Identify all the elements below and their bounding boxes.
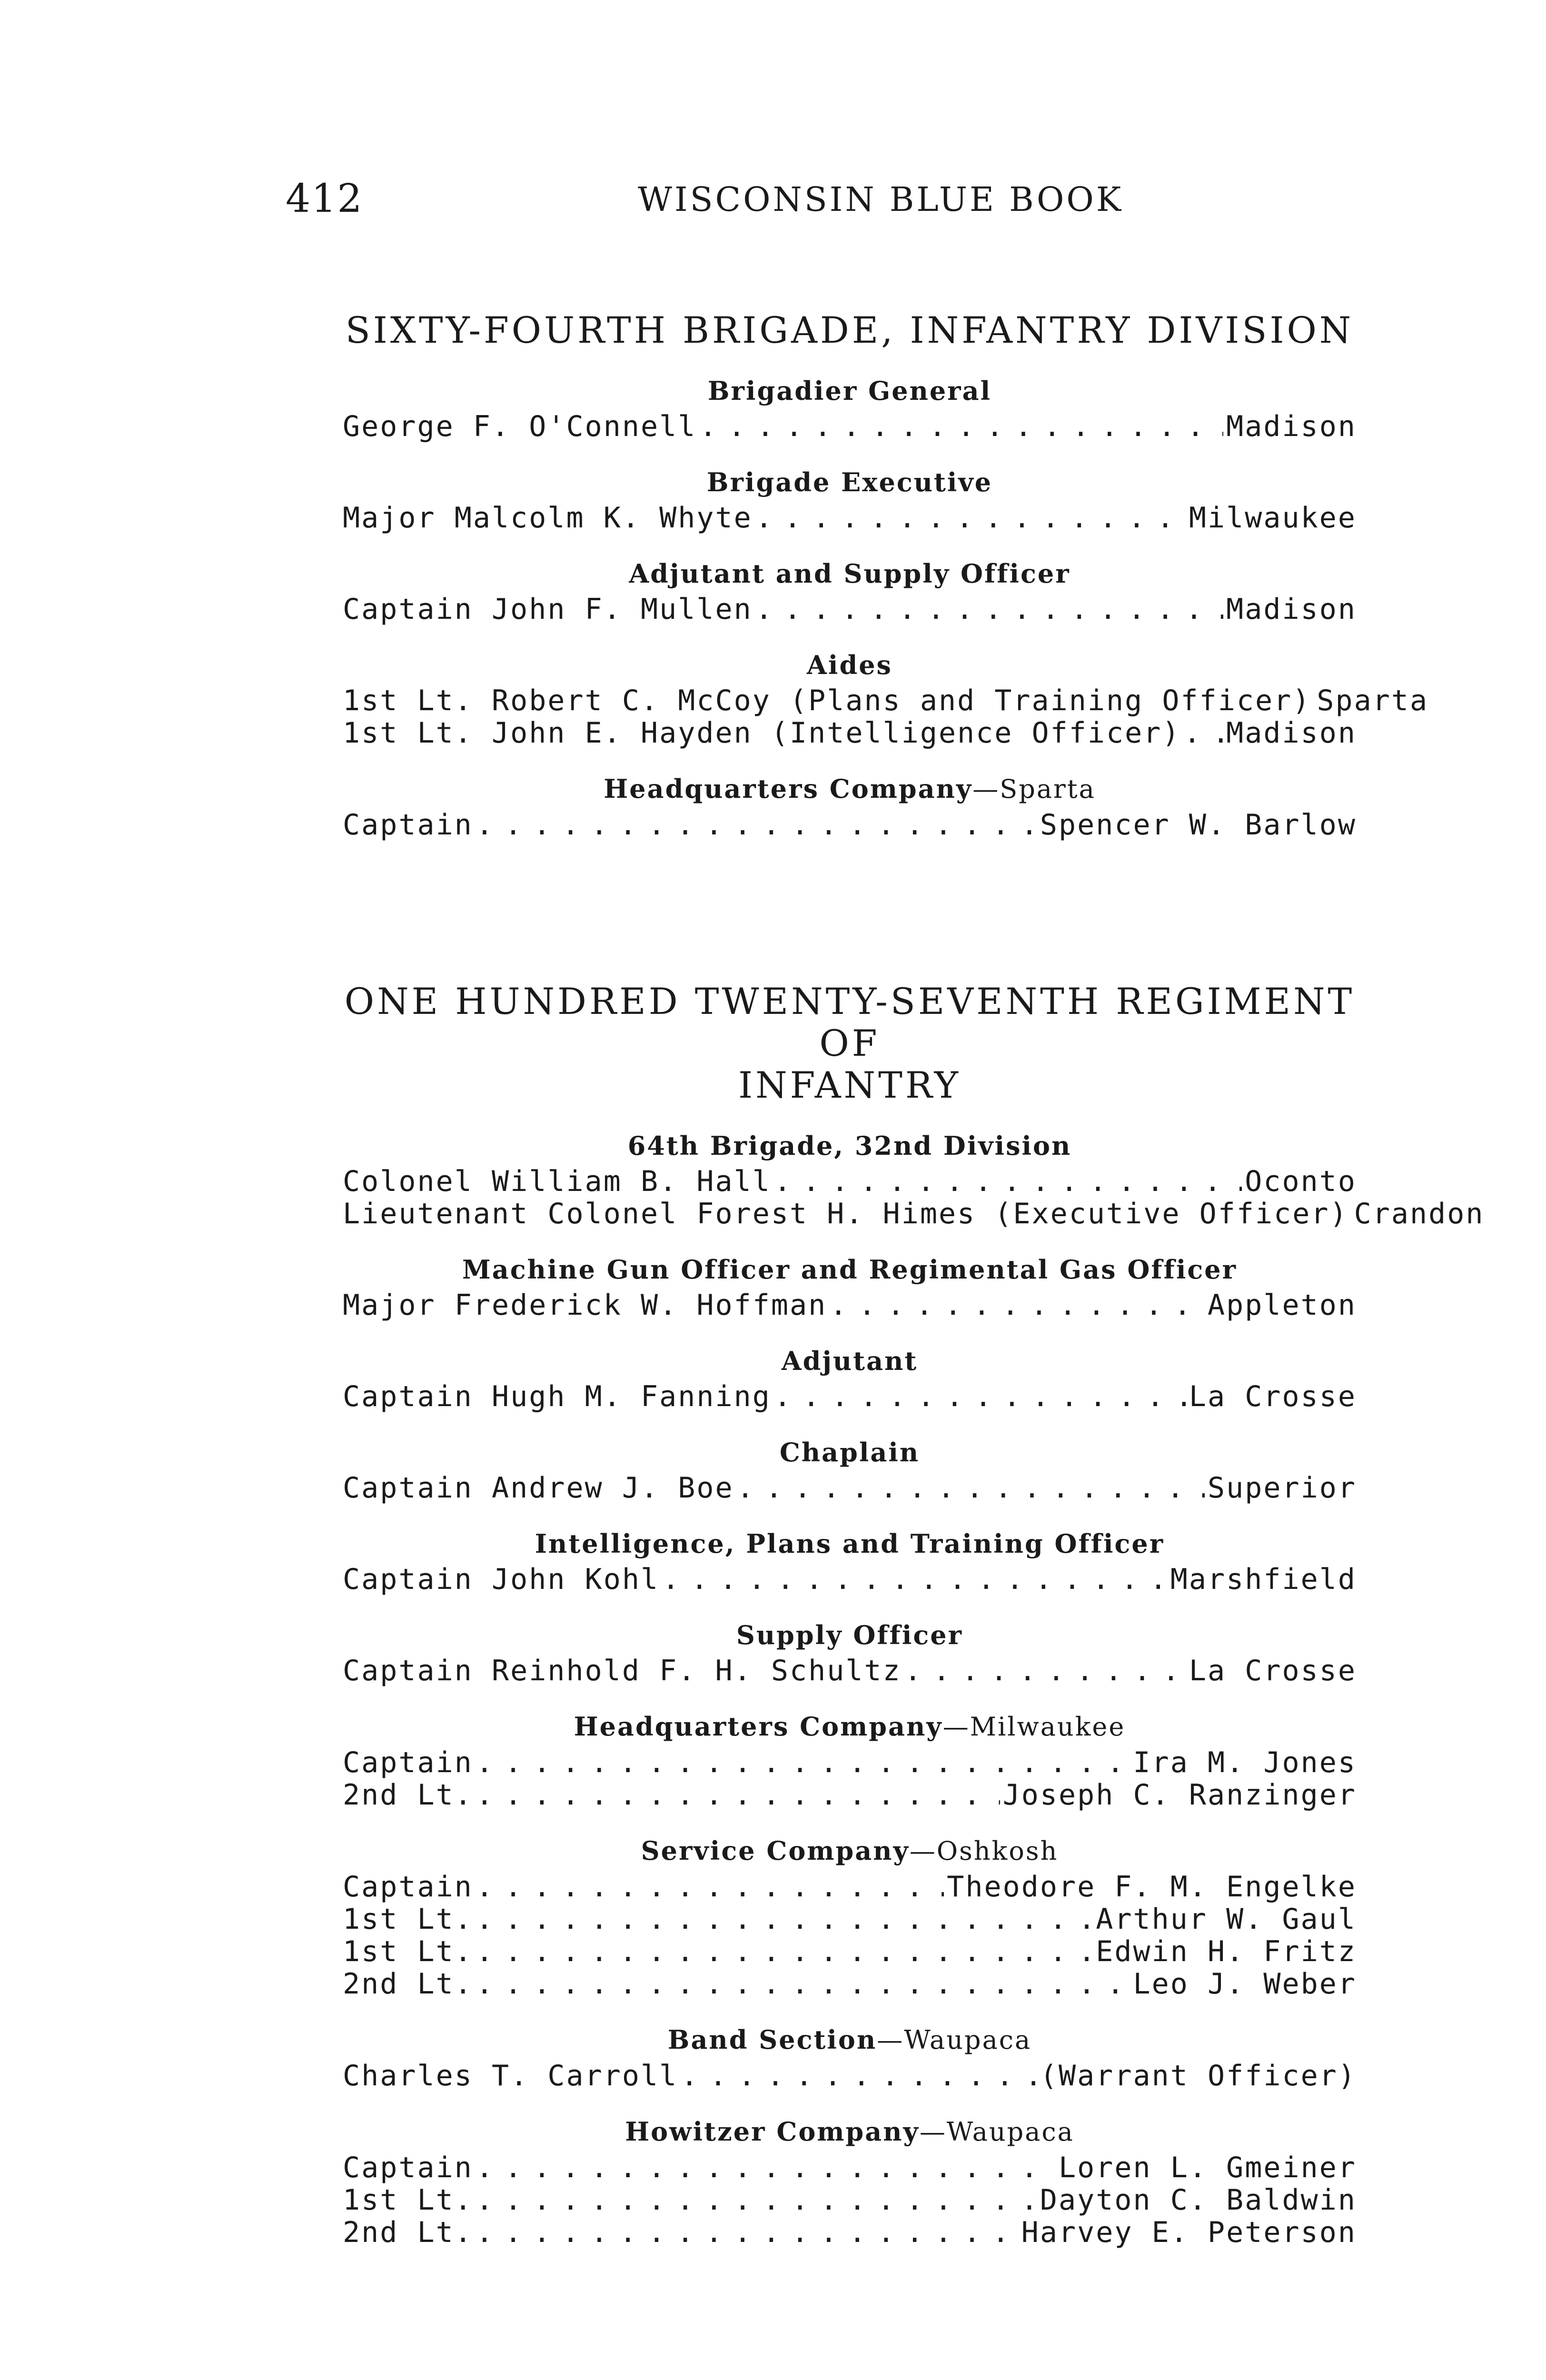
section-title [343,981,1357,1106]
entry-name: Colonel William B. Hall [343,1165,771,1198]
roster-entry [343,1903,1357,1935]
group-heading-label: Machine Gun Officer and Regimental Gas Officer [462,1254,1238,1285]
roster-entry [343,1779,1357,1811]
dot-leader [830,1289,1205,1321]
entry-value: Marshfield [1170,1563,1357,1596]
dot-leader [774,1165,1242,1198]
entry-value: Edwin H. Fritz [1096,1935,1357,1968]
roster-entry [343,1472,1357,1504]
entry-name: 2nd Lt. [343,1967,473,2001]
group-heading-label: Adjutant and Supply Officer [629,558,1070,589]
entry-value: Joseph C. Ranzinger [1002,1778,1357,1812]
roster-group [343,648,1429,750]
roster-group [343,374,1357,443]
roster-entry [343,410,1357,443]
roster-group [343,1710,1357,1811]
entry-value: Madison [1226,593,1357,626]
roster-entry [343,2216,1357,2249]
dot-leader [755,593,1223,625]
dot-leader [904,1655,1186,1687]
group-heading [343,1527,1357,1560]
roster-group [343,1436,1357,1504]
group-location: —Oshkosh [909,1836,1059,1866]
entry-name: Captain Reinhold F. H. Schultz [343,1654,902,1687]
entry-value: Loren L. Gmeiner [1059,2151,1357,2184]
running-title: WISCONSIN BLUE BOOK [638,180,1124,219]
roster-entry [343,593,1357,625]
dot-leader [755,502,1186,534]
page-number: 412 [286,176,363,221]
roster-entry [343,1746,1357,1779]
dot-leader [476,1903,1093,1935]
entry-value: Ira M. Jones [1133,1746,1357,1779]
dot-leader [476,1871,944,1903]
roster-entry [343,1563,1357,1596]
group-heading [343,2023,1357,2057]
group-heading-label: Adjutant [781,1346,918,1376]
roster-group [343,1618,1357,1687]
dot-leader [681,2060,1037,2092]
roster-groups [343,1129,1485,2249]
entry-value: Appleton [1208,1289,1357,1322]
group-heading-label: Headquarters Company [604,774,973,804]
entry-name: 1st Lt. Robert C. McCoy (Plans and Training Officer) [343,684,1311,717]
entry-value: Spencer W. Barlow [1040,808,1357,842]
roster-group [343,2115,1357,2249]
roster-entry [343,1968,1357,2000]
roster-entry [343,717,1357,749]
roster-entry [343,684,1429,717]
entry-value: Madison [1226,716,1357,750]
entry-value: Oconto [1245,1165,1357,1198]
group-heading-label: Brigade Executive [706,467,993,497]
roster-entry [343,2152,1357,2184]
entry-name: Major Frederick W. Hoffman [343,1289,827,1322]
group-heading [343,1834,1357,1868]
dot-leader [1184,717,1224,749]
roster-entry [343,1165,1357,1198]
roster-entry [343,1935,1357,1968]
entry-value: La Crosse [1189,1380,1357,1413]
dot-leader [476,1779,1000,1811]
group-heading [343,1436,1357,1469]
roster-entry [343,1871,1357,1903]
dot-leader [476,2184,1037,2216]
dot-leader [476,1968,1130,2000]
section-title-line: ONE HUNDRED TWENTY-SEVENTH REGIMENT OF [344,980,1355,1064]
dot-leader [662,1563,1168,1596]
entry-name: 1st Lt. [343,1935,473,1968]
roster-group [343,772,1357,841]
roster-entry [343,1197,1485,1230]
entry-name: 1st Lt. John E. Hayden (Intelligence Officer) [343,716,1181,750]
group-heading [343,1253,1357,1286]
entry-name: Captain John Kohl [343,1563,660,1596]
roster-group [343,1344,1357,1413]
group-heading-label: Brigadier General [707,376,992,406]
group-heading [343,557,1357,590]
entry-value: Milwaukee [1189,501,1357,535]
section-title: SIXTY-FOURTH BRIGADE, INFANTRY DIVISION [345,309,1354,351]
group-heading [343,648,1357,682]
entry-value: Leo J. Weber [1133,1967,1357,2001]
dot-leader [774,1380,1186,1413]
dot-leader [737,1472,1205,1504]
group-location: —Waupaca [919,2117,1074,2147]
dot-leader [476,809,1037,841]
entry-value: Madison [1226,410,1357,443]
group-heading [343,374,1357,407]
group-heading-label: 64th Brigade, 32nd Division [627,1130,1072,1161]
entry-name: Captain Andrew J. Boe [343,1471,734,1505]
entry-name: Major Malcolm K. Whyte [343,501,753,535]
entry-value: Arthur W. Gaul [1096,1903,1357,1936]
group-heading [343,1710,1357,1744]
entry-value: La Crosse [1189,1654,1357,1687]
group-heading-label: Howitzer Company [625,2116,920,2147]
dot-leader [699,410,1223,443]
roster-entry [343,2184,1357,2216]
dot-leader [476,1746,1130,1779]
entry-name: 2nd Lt. [343,1778,473,1812]
roster-entry [343,502,1357,534]
roster-entry [343,2060,1357,2092]
group-heading [343,1344,1357,1378]
roster-entry [343,809,1357,841]
group-heading-label: Aides [807,650,892,680]
entry-value: Dayton C. Baldwin [1040,2183,1357,2217]
entry-value: Sparta [1317,684,1429,717]
roster-entry [343,1655,1357,1687]
roster-group [343,2023,1357,2092]
group-heading-label: Service Company [641,1835,910,1866]
group-heading-label: Supply Officer [736,1620,963,1650]
entry-value: Crandon [1354,1197,1485,1230]
group-heading [343,2115,1357,2149]
entry-name: Captain Hugh M. Fanning [343,1380,771,1413]
entry-name: 1st Lt. [343,2183,473,2217]
group-heading-label: Band Section [667,2024,877,2055]
dot-leader [476,2152,1056,2184]
dot-leader [476,2216,1019,2249]
section-title-line: INFANTRY [738,1064,961,1106]
roster-entry [343,1380,1357,1413]
dot-leader [476,1935,1093,1968]
section-127th-regiment [343,980,1485,2249]
roster-group [343,1129,1485,1230]
section-sixty-fourth-brigade [343,309,1429,842]
roster-group [343,557,1357,625]
entry-name: George F. O'Connell [343,410,697,443]
group-location: —Sparta [972,774,1096,804]
roster-group [343,466,1357,534]
group-heading-label: Intelligence, Plans and Training Officer [535,1528,1165,1559]
roster-groups [343,374,1429,842]
entry-name: Captain [343,1870,473,1904]
roster-group [343,1834,1357,2000]
entry-value: Superior [1208,1471,1357,1505]
entry-name: Lieutenant Colonel Forest H. Himes (Executive Officer) [343,1197,1348,1230]
entry-value: Theodore F. M. Engelke [947,1870,1357,1904]
group-heading [343,772,1357,806]
group-heading [343,466,1357,499]
group-location: —Milwaukee [942,1712,1126,1742]
entry-value: Harvey E. Peterson [1021,2216,1357,2249]
entry-name: Captain [343,1746,473,1779]
group-heading [343,1618,1357,1652]
group-heading-label: Headquarters Company [574,1711,943,1742]
roster-entry [343,1289,1357,1321]
group-heading [343,1129,1357,1162]
entry-name: Captain [343,2151,473,2184]
group-heading-label: Chaplain [779,1437,920,1468]
running-header [286,176,1360,219]
entry-name: 1st Lt. [343,1903,473,1936]
entry-name: 2nd Lt. [343,2216,473,2249]
entry-name: Charles T. Carroll [343,2059,678,2092]
group-location: —Waupaca [877,2025,1032,2055]
entry-value: (Warrant Officer) [1040,2059,1357,2092]
roster-group [343,1527,1357,1596]
entry-name: Captain John F. Mullen [343,593,753,626]
entry-name: Captain [343,808,473,842]
roster-group [343,1253,1357,1321]
